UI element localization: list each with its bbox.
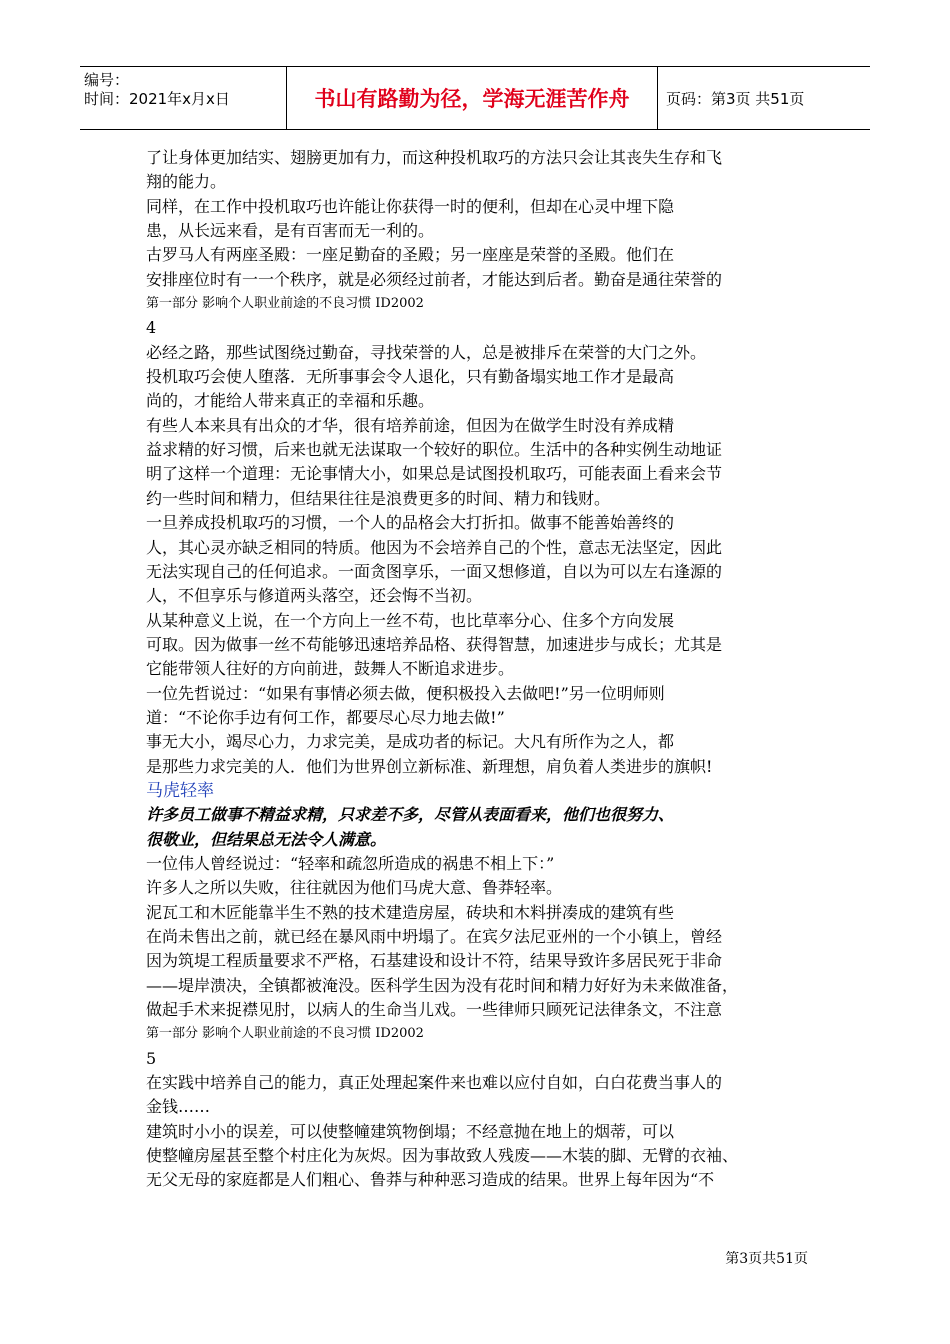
header-motto: 书山有路勤为径，学海无涯苦作舟 [287, 67, 658, 129]
text-line: 必经之路，那些试图绕过勤奋，寻找荣誉的人，总是被排斥在荣誉的大门之外。 [146, 342, 707, 362]
text-line: 因为筑堤工程质量要求不严格，石基建设和设计不符，结果导致许多居民死于非命 [146, 951, 723, 971]
section-heading: 马虎轻率 [146, 780, 214, 801]
text-line: 从某种意义上说，在一个方向上一丝不苟，也比草率分心、住多个方向发展 [146, 610, 675, 630]
text-line: 在实践中培养自己的能力，真正处理起案件来也难以应付自如，白白花费当事人的 [146, 1073, 723, 1093]
time-label: 时间：2021年x月x日 [84, 90, 230, 108]
text-line: 许多人之所以失败，往往就因为他们马虎大意、鲁莽轻率。 [146, 878, 563, 898]
text-line: 4 [146, 318, 157, 338]
text-line: 建筑时小小的误差，可以使整幢建筑物倒塌；不经意抛在地上的烟蒂，可以 [146, 1121, 675, 1141]
page-header [80, 66, 870, 130]
text-line: 了让身体更加结实、翅膀更加有力，而这种投机取巧的方法只会让其丧失生存和飞 [146, 148, 723, 167]
text-line: 有些人本来具有出众的才华，很有培养前途，但因为在做学生时没有养成精 [146, 415, 675, 435]
running-header-line: 第一部分 影响个人职业前途的不良习惯 ID2002 [146, 296, 424, 312]
text-line: ——堤岸溃决，全镇都被淹没。医科学生因为没有花时间和精力好好为未来做准备， [146, 975, 739, 995]
text-line: 尚的，才能给人带来真正的幸福和乐趣。 [146, 391, 435, 411]
page-footer: 第3页共51页 [725, 1251, 808, 1267]
header-meta [80, 67, 287, 129]
text-line: 明了这样一个道理：无论事情大小，如果总是试图投机取巧，可能表面上看来会节 [146, 464, 723, 484]
text-line: 5 [146, 1048, 157, 1068]
text-line: 益求精的好习惯，后来也就无法谋取一个较好的职位。生活中的各种实例生动地证 [146, 440, 723, 460]
text-line: 使整幢房屋甚至整个村庄化为灰烬。因为事故致人残废——木装的脚、无臂的衣袖、 [146, 1146, 739, 1166]
running-header-line: 第一部分 影响个人职业前途的不良习惯 ID2002 [146, 1026, 424, 1042]
text-line: 无父无母的家庭都是人们粗心、鲁莽与种种恶习造成的结果。世界上每年因为“不 [146, 1170, 715, 1190]
text-line: 金钱…… [146, 1097, 211, 1117]
text-line: 可取。因为做事一丝不苟能够迅速培养品格、获得智慧，加速进步与成长；尤其是 [146, 634, 723, 654]
text-line: 事无大小，竭尽心力，力求完美，是成功者的标记。大凡有所作为之人，都 [146, 732, 675, 752]
text-line: 道：“不论你手边有何工作，都要尽心尽力地去做!” [146, 707, 505, 727]
document-body [146, 146, 808, 1193]
text-line: 人，其心灵亦缺乏相同的特质。他因为不会培养自己的个性，意志无法坚定，因此 [146, 537, 723, 557]
text-line: 一位伟人曾经说过：“轻率和疏忽所造成的祸患不相上下：” [146, 853, 555, 873]
text-line: 在尚未售出之前，就已经在暴风雨中坍塌了。在宾夕法尼亚州的一个小镇上，曾经 [146, 927, 723, 946]
text-line: 是那些力求完美的人．他们为世界创立新标准、新理想，肩负着人类进步的旗帜! [146, 756, 713, 776]
text-line: 做起手术来捉襟见肘，以病人的生命当儿戏。一些律师只顾死记法律条文，不注意 [146, 1000, 723, 1020]
text-line: 人，不但享乐与修道两头落空，还会悔不当初。 [146, 586, 483, 606]
text-line: 投机取巧会使人堕落．无所事事会令人退化，只有勤备塌实地工作才是最高 [146, 367, 675, 387]
text-line: 它能带领人往好的方向前进，鼓舞人不断追求进步。 [146, 659, 515, 679]
text-line: 安排座位时有一一个秩序，就是必须经过前者，才能达到后者。勤奋是通往荣誉的 [146, 269, 723, 289]
text-line: 翔的能力。 [146, 172, 227, 192]
text-line: 同样，在工作中投机取巧也许能让你获得一时的便利，但却在心灵中埋下隐 [146, 196, 675, 216]
text-line: 约一些时间和精力，但结果往往是浪费更多的时间、精力和钱财。 [146, 488, 611, 508]
text-line: 很敬业，但结果总无法令人满意。 [146, 829, 387, 849]
text-line: 古罗马人有两座圣殿：一座足勤奋的圣殿；另一座座是荣誉的圣殿。他们在 [146, 245, 675, 265]
number-label: 编号： [84, 71, 130, 89]
text-line: 一旦养成投机取巧的习惯，一个人的品格会大打折扣。做事不能善始善终的 [146, 513, 675, 533]
text-line: 泥瓦工和木匠能靠半生不熟的技术建造房屋，砖块和木料拼凑成的建筑有些 [146, 902, 675, 922]
text-line: 许多员工做事不精益求精，只求差不多，尽管从表面看来，他们也很努力、 [146, 805, 675, 825]
header-page-info: 页码：第3页 共51页 [666, 89, 805, 108]
text-line: 患，从长远来看，是有百害而无一利的。 [146, 221, 435, 241]
text-line: 无法实现自己的任何追求。一面贪图享乐，一面又想修道，自以为可以左右逢源的 [146, 561, 723, 581]
text-line: 一位先哲说过：“如果有事情必须去做，便积极投入去做吧!”另一位明师则 [146, 683, 665, 703]
